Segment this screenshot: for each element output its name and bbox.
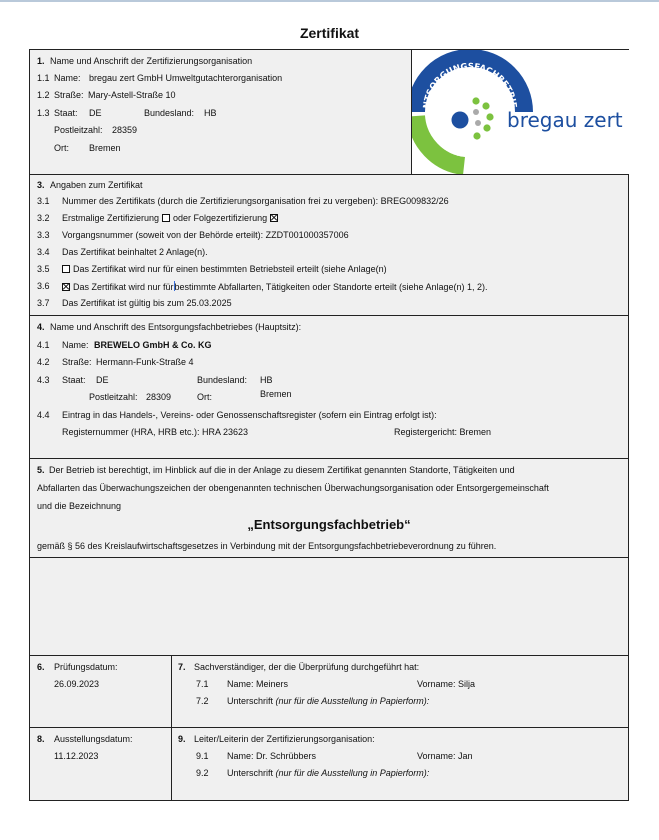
section-1-organisation [29,49,629,175]
section-1-heading: Name und Anschrift der Zertifizierungsorganisation [50,56,253,66]
row-4-2-number: 4.2 [37,357,50,367]
ort-label: Ort: [54,143,69,153]
section-5-authorization [29,458,629,558]
section-6-7-examination [29,655,629,728]
column-divider [171,656,172,727]
row-3-3-number: 3.3 [37,230,50,240]
company-plz-label: Postleitzahl: [89,392,138,402]
row-9-1-number: 9.1 [196,751,209,761]
row-3-5-text: Das Zertifikat wird nur für einen bestimmten Betriebsteil erteilt (siehe Anlage(n) [73,264,387,274]
company-plz-value: 28309 [146,392,172,402]
bregau-zert-logo [411,50,630,174]
row-1-1-value: bregau zert GmbH Umweltgutachterorganisation [89,73,283,83]
expert-heading: Sachverständiger, der die Überprüfung durchgeführt hat: [194,662,420,672]
registergericht: Registergericht: Bremen [394,427,492,437]
row-3-6-number: 3.6 [37,281,50,291]
expert-signature-note: (nur für die Ausstellung in Papierform): [275,696,430,706]
abfallarten-checkbox[interactable] [62,283,70,291]
row-1-3-value: DE [89,108,102,118]
director-signature-label: Unterschrift (nur für die Ausstellung in Papierform): [227,768,430,778]
row-3-2-number: 3.2 [37,213,50,223]
row-3-1-text: Nummer des Zertifikats (durch die Zertifizierungsorganisation frei zu vergeben): BREG009832/26 [62,196,449,206]
row-3-7-text: Das Zertifikat ist gültig bis zum 25.03.2025 [62,298,232,308]
section-6-number: 6. [37,662,45,672]
row-3-5 [59,264,387,275]
bundesland-label: Bundesland: [144,108,195,118]
section-4-number: 4. [37,322,45,332]
issue-date-label: Ausstellungsdatum: [54,734,133,744]
row-1-3-label: Staat: [54,108,78,118]
expert-name: Name: Meiners [227,679,289,689]
column-divider [171,728,172,800]
director-signature-note: (nur für die Ausstellung in Papierform): [275,768,430,778]
bundesland-value: HB [204,108,217,118]
row-3-4-number: 3.4 [37,247,50,257]
expert-signature-label: Unterschrift (nur für die Ausstellung in Papierform): [227,696,430,706]
section-7-number: 7. [178,662,186,672]
company-bundesland-label: Bundesland: [197,375,248,385]
company-staat-label: Staat: [62,375,86,385]
follow-certification-checkbox[interactable] [270,214,278,222]
entsorgungsfachbetrieb-seal-icon [412,50,630,174]
section-5-line-1: Der Betrieb ist berechtigt, im Hinblick auf die in der Anlage zu diesem Zertifikat genannten Standorte, Tätigkeiten und [49,465,515,475]
row-3-6-text-b: bestimmte Abfallarten, Tätigkeiten oder Standorte erteilt (siehe Anlage(n) 1, 2). [174,282,488,292]
row-7-1-number: 7.1 [196,679,209,689]
brand-name: bregau zert [507,108,623,132]
row-3-2 [62,213,281,224]
follow-certification-label: oder Folgezertifizierung [173,213,268,223]
ort-value: Bremen [89,143,121,153]
top-border-line [0,0,659,2]
document-title: Zertifikat [299,25,360,41]
row-1-2-value: Mary-Astell-Straße 10 [88,90,176,100]
section-4-company [29,315,629,459]
row-3-5-number: 3.5 [37,264,50,274]
first-certification-label: Erstmalige Zertifizierung [62,213,160,223]
row-3-4-text: Das Zertifikat beinhaltet 2 Anlage(n). [62,247,208,257]
company-name-label: Name: [62,340,89,350]
row-1-2-label: Straße: [54,90,84,100]
plz-value: 28359 [112,125,138,135]
row-4-4-number: 4.4 [37,410,50,420]
registernummer: Registernummer (HRA, HRB etc.): HRA 23623 [62,427,249,437]
svg-text:ENTSORGUNGSFACHBETRIEB: NTSORGUNGSFACHBETRIE [421,61,519,110]
section-8-number: 8. [37,734,45,744]
examination-date-value: 26.09.2023 [54,679,100,689]
company-staat-value: DE [96,375,109,385]
section-5-line-4: gemäß § 56 des Kreislaufwirtschaftsgesetzes in Verbindung mit der Entsorgungsfachbetriebeverordnung zu führen. [37,541,497,551]
row-1-3-number: 1.3 [37,108,50,118]
director-heading: Leiter/Leiterin der Zertifizierungsorganisation: [194,734,375,744]
director-name: Name: Dr. Schrübbers [227,751,317,761]
register-text: Eintrag in das Handels-, Vereins- oder Genossenschaftsregister (sofern ein Eintrag erfolgt ist): [62,410,437,420]
blank-stamp-area [29,557,629,656]
row-3-3-text: Vorgangsnummer (soweit von der Behörde erteilt): ZZDT001000357006 [62,230,349,240]
svg-text:ZERTIFIZIERT: ZERTIFIZIERT [423,115,465,159]
issue-date-value: 11.12.2023 [54,751,99,761]
section-8-9-issuance [29,727,629,801]
examination-date-label: Prüfungsdatum: [54,662,118,672]
first-certification-checkbox[interactable] [162,214,170,222]
company-ort-value: Bremen [260,389,292,399]
section-4-heading: Name und Anschrift des Entsorgungsfachbetriebes (Hauptsitz): [50,322,302,332]
betriebsteil-checkbox[interactable] [62,265,70,273]
row-7-2-number: 7.2 [196,696,209,706]
plz-label: Postleitzahl: [54,125,103,135]
section-9-number: 9. [178,734,186,744]
row-3-7-number: 3.7 [37,298,50,308]
designation-title: „Entsorgungsfachbetrieb“ [247,517,411,532]
section-5-line-2: Abfallarten das Überwachungszeichen der obengenannten technischen Überwachungsorganisation oder Entsorgergemeinschaft [37,483,549,493]
company-ort-label: Ort: [197,392,212,402]
section-5-line-3: und die Bezeichnung [37,501,122,511]
expert-vorname: Vorname: Silja [417,679,476,689]
row-3-6 [59,281,488,293]
director-vorname: Vorname: Jan [417,751,473,761]
row-1-1-number: 1.1 [37,73,50,83]
section-5-number: 5. [37,465,45,475]
row-3-1-number: 3.1 [37,196,50,206]
section-1-number: 1. [37,56,45,66]
row-4-3-number: 4.3 [37,375,50,385]
row-4-1-number: 4.1 [37,340,50,350]
company-street-label: Straße: [62,357,92,367]
section-3-number: 3. [37,180,45,190]
row-1-1-label: Name: [54,73,81,83]
company-street-value: Hermann-Funk-Straße 4 [96,357,194,367]
company-bundesland-value: HB [260,375,273,385]
section-3-certificate-info [29,174,629,316]
row-9-2-number: 9.2 [196,768,209,778]
section-3-heading: Angaben zum Zertifikat [50,180,143,190]
row-1-2-number: 1.2 [37,90,50,100]
row-3-6-text-a: Das Zertifikat wird nur für [73,282,174,292]
company-name-value: BREWELO GmbH & Co. KG [94,340,212,350]
